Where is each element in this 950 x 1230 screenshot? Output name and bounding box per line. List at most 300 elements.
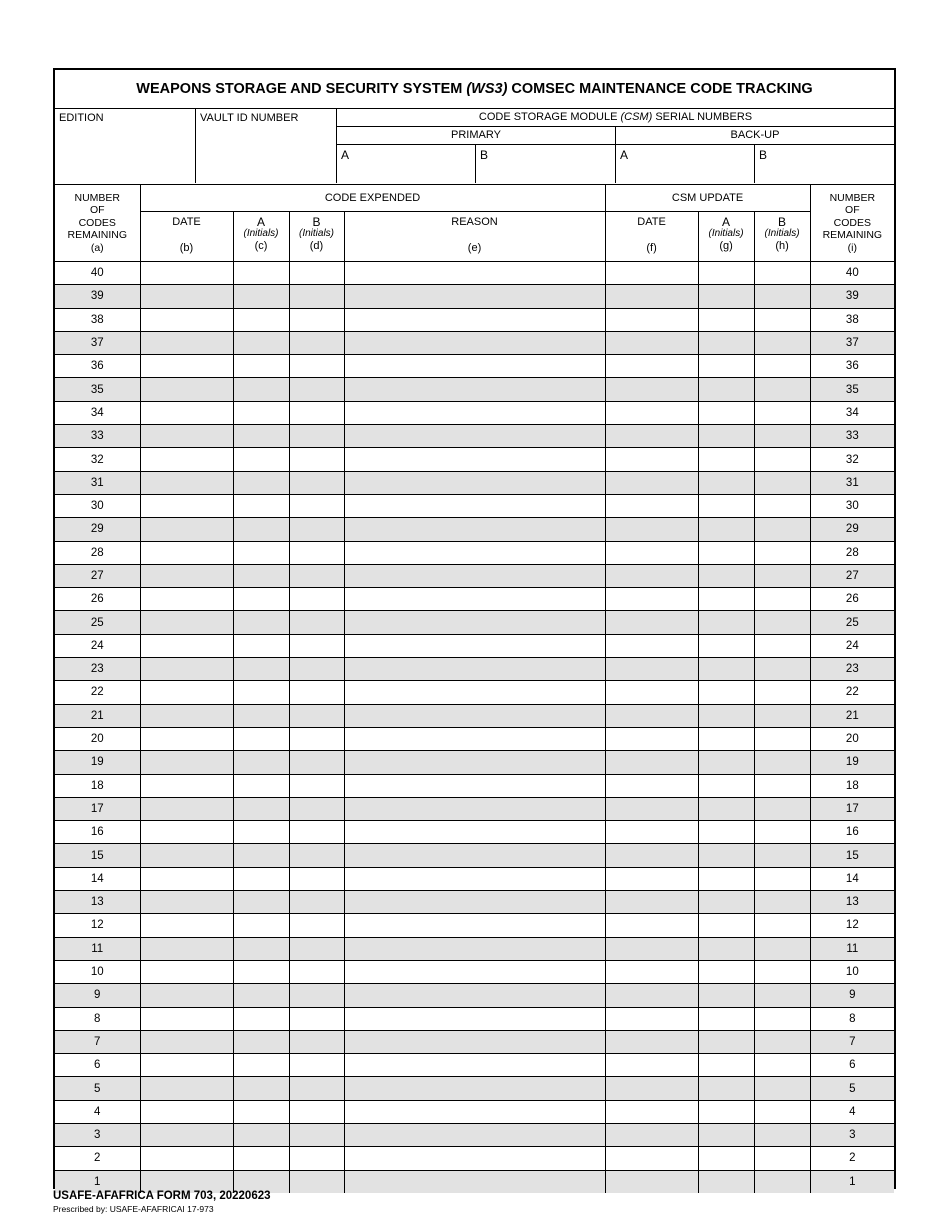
- update-date-cell[interactable]: [605, 1170, 698, 1193]
- expended-date-cell[interactable]: [140, 1123, 233, 1146]
- expended-date-cell[interactable]: [140, 914, 233, 937]
- update-a-cell[interactable]: [698, 308, 754, 331]
- update-b-cell[interactable]: [754, 1030, 810, 1053]
- update-b-cell[interactable]: [754, 937, 810, 960]
- reason-cell[interactable]: [344, 425, 605, 448]
- update-a-cell[interactable]: [698, 727, 754, 750]
- expended-a-cell[interactable]: [233, 914, 289, 937]
- update-a-cell[interactable]: [698, 1030, 754, 1053]
- update-b-cell[interactable]: [754, 681, 810, 704]
- update-date-cell[interactable]: [605, 821, 698, 844]
- update-a-cell[interactable]: [698, 1170, 754, 1193]
- reason-cell[interactable]: [344, 1030, 605, 1053]
- expended-b-cell[interactable]: [289, 891, 344, 914]
- codes-remaining-right: 16: [810, 821, 894, 844]
- update-a-cell[interactable]: [698, 401, 754, 424]
- update-a-cell[interactable]: [698, 844, 754, 867]
- reason-cell[interactable]: [344, 1007, 605, 1030]
- reason-cell[interactable]: [344, 1077, 605, 1100]
- reason-cell[interactable]: [344, 494, 605, 517]
- expended-b-cell[interactable]: [289, 681, 344, 704]
- update-b-cell[interactable]: [754, 821, 810, 844]
- expended-a-cell[interactable]: [233, 588, 289, 611]
- update-date-cell[interactable]: [605, 518, 698, 541]
- reason-cell[interactable]: [344, 891, 605, 914]
- expended-date-cell[interactable]: [140, 285, 233, 308]
- table-row: [55, 588, 894, 611]
- update-a-cell[interactable]: [698, 588, 754, 611]
- update-b-cell[interactable]: [754, 308, 810, 331]
- update-b-cell[interactable]: [754, 1007, 810, 1030]
- expended-a-cell[interactable]: [233, 727, 289, 750]
- reason-cell[interactable]: [344, 937, 605, 960]
- expended-date-cell[interactable]: [140, 960, 233, 983]
- expended-b-cell[interactable]: [289, 937, 344, 960]
- expended-a-cell[interactable]: [233, 891, 289, 914]
- expended-a-cell[interactable]: [233, 844, 289, 867]
- update-date-cell[interactable]: [605, 355, 698, 378]
- update-b-cell[interactable]: [754, 984, 810, 1007]
- reason-cell[interactable]: [344, 285, 605, 308]
- update-b-cell[interactable]: [754, 355, 810, 378]
- expended-date-cell[interactable]: [140, 774, 233, 797]
- table-row: [55, 1147, 894, 1170]
- reason-cell[interactable]: [344, 681, 605, 704]
- codes-remaining-left: 36: [55, 355, 140, 378]
- update-a-cell[interactable]: [698, 984, 754, 1007]
- update-date-cell[interactable]: [605, 262, 698, 285]
- update-date-cell[interactable]: [605, 658, 698, 681]
- update-a-cell[interactable]: [698, 471, 754, 494]
- table-row: [55, 285, 894, 308]
- update-date-cell[interactable]: [605, 564, 698, 587]
- update-b-cell[interactable]: [754, 1100, 810, 1123]
- update-date-cell[interactable]: [605, 401, 698, 424]
- update-b-cell[interactable]: [754, 541, 810, 564]
- update-date-cell[interactable]: [605, 960, 698, 983]
- expended-date-cell[interactable]: [140, 331, 233, 354]
- expended-b-cell[interactable]: [289, 1030, 344, 1053]
- expended-a-cell[interactable]: [233, 331, 289, 354]
- update-b-cell[interactable]: [754, 704, 810, 727]
- expended-b-cell[interactable]: [289, 1147, 344, 1170]
- expended-a-cell[interactable]: [233, 634, 289, 657]
- expended-a-header: [233, 212, 289, 262]
- update-date-cell[interactable]: [605, 494, 698, 517]
- edition-field[interactable]: [55, 109, 196, 183]
- reason-cell[interactable]: [344, 960, 605, 983]
- expended-date-cell[interactable]: [140, 401, 233, 424]
- reason-cell[interactable]: [344, 355, 605, 378]
- expended-date-cell[interactable]: [140, 658, 233, 681]
- update-a-cell[interactable]: [698, 797, 754, 820]
- expended-b-cell[interactable]: [289, 960, 344, 983]
- expended-a-cell[interactable]: [233, 658, 289, 681]
- update-date-cell[interactable]: [605, 425, 698, 448]
- expended-b-cell[interactable]: [289, 751, 344, 774]
- reason-cell[interactable]: [344, 331, 605, 354]
- expended-b-cell[interactable]: [289, 821, 344, 844]
- update-date-cell[interactable]: [605, 751, 698, 774]
- expended-a-cell[interactable]: [233, 611, 289, 634]
- expended-a-cell[interactable]: [233, 797, 289, 820]
- update-a-cell[interactable]: [698, 611, 754, 634]
- expended-date-cell[interactable]: [140, 471, 233, 494]
- update-date-cell[interactable]: [605, 984, 698, 1007]
- expended-date-cell[interactable]: [140, 518, 233, 541]
- update-b-cell[interactable]: [754, 891, 810, 914]
- expended-date-cell[interactable]: [140, 1054, 233, 1077]
- reason-cell[interactable]: [344, 611, 605, 634]
- update-date-cell[interactable]: [605, 1123, 698, 1146]
- update-date-cell[interactable]: [605, 681, 698, 704]
- expended-a-cell[interactable]: [233, 1030, 289, 1053]
- expended-b-cell[interactable]: [289, 658, 344, 681]
- expended-a-cell[interactable]: [233, 285, 289, 308]
- expended-date-cell[interactable]: [140, 378, 233, 401]
- update-a-cell[interactable]: [698, 704, 754, 727]
- update-date-cell[interactable]: [605, 448, 698, 471]
- reason-cell[interactable]: [344, 821, 605, 844]
- update-b-cell[interactable]: [754, 751, 810, 774]
- expended-b-cell[interactable]: [289, 867, 344, 890]
- expended-a-cell[interactable]: [233, 821, 289, 844]
- expended-a-cell[interactable]: [233, 1007, 289, 1030]
- reason-cell[interactable]: [344, 471, 605, 494]
- expended-a-cell[interactable]: [233, 378, 289, 401]
- table-row: [55, 867, 894, 890]
- update-b-cell[interactable]: [754, 844, 810, 867]
- expended-b-cell[interactable]: [289, 588, 344, 611]
- update-date-cell[interactable]: [605, 914, 698, 937]
- reason-cell[interactable]: [344, 308, 605, 331]
- update-a-cell[interactable]: [698, 262, 754, 285]
- reason-cell[interactable]: [344, 797, 605, 820]
- expended-a-cell[interactable]: [233, 984, 289, 1007]
- expended-a-cell[interactable]: [233, 564, 289, 587]
- codes-remaining-left: 6: [55, 1054, 140, 1077]
- expended-a-cell[interactable]: [233, 494, 289, 517]
- reason-cell[interactable]: [344, 984, 605, 1007]
- reason-cell[interactable]: [344, 1123, 605, 1146]
- expended-a-cell[interactable]: [233, 774, 289, 797]
- expended-a-cell[interactable]: [233, 751, 289, 774]
- expended-date-cell[interactable]: [140, 634, 233, 657]
- form-footer: [53, 1190, 271, 1214]
- update-b-cell[interactable]: [754, 494, 810, 517]
- update-a-cell[interactable]: [698, 378, 754, 401]
- update-date-cell[interactable]: [605, 1030, 698, 1053]
- update-a-cell[interactable]: [698, 518, 754, 541]
- expended-a-cell[interactable]: [233, 425, 289, 448]
- expended-date-cell[interactable]: [140, 611, 233, 634]
- update-b-cell[interactable]: [754, 1123, 810, 1146]
- update-b-cell[interactable]: [754, 611, 810, 634]
- update-b-cell[interactable]: [754, 588, 810, 611]
- expended-date-cell[interactable]: [140, 308, 233, 331]
- update-b-cell[interactable]: [754, 448, 810, 471]
- reason-cell[interactable]: [344, 1054, 605, 1077]
- expended-a-cell[interactable]: [233, 1147, 289, 1170]
- update-date-cell[interactable]: [605, 588, 698, 611]
- expended-date-cell[interactable]: [140, 1100, 233, 1123]
- expended-date-cell[interactable]: [140, 821, 233, 844]
- update-date-cell[interactable]: [605, 1077, 698, 1100]
- expended-date-cell[interactable]: [140, 1030, 233, 1053]
- reason-cell[interactable]: [344, 564, 605, 587]
- update-a-cell[interactable]: [698, 355, 754, 378]
- update-b-cell[interactable]: [754, 401, 810, 424]
- expended-b-cell[interactable]: [289, 1007, 344, 1030]
- expended-date-cell[interactable]: [140, 425, 233, 448]
- update-b-cell[interactable]: [754, 658, 810, 681]
- expended-a-cell[interactable]: [233, 308, 289, 331]
- update-b-cell[interactable]: [754, 914, 810, 937]
- expended-b-cell[interactable]: [289, 727, 344, 750]
- update-date-cell[interactable]: [605, 541, 698, 564]
- expended-date-cell[interactable]: [140, 1007, 233, 1030]
- expended-date-cell[interactable]: [140, 681, 233, 704]
- expended-date-cell[interactable]: [140, 262, 233, 285]
- update-a-cell[interactable]: [698, 634, 754, 657]
- update-a-cell[interactable]: [698, 1123, 754, 1146]
- expended-a-cell[interactable]: [233, 262, 289, 285]
- reason-cell[interactable]: [344, 1170, 605, 1193]
- expended-date-cell[interactable]: [140, 1147, 233, 1170]
- reason-cell[interactable]: [344, 588, 605, 611]
- expended-b-cell[interactable]: [289, 797, 344, 820]
- backup-a-field[interactable]: [616, 145, 755, 183]
- codes-remaining-left: 22: [55, 681, 140, 704]
- expended-b-cell[interactable]: [289, 471, 344, 494]
- reason-cell[interactable]: [344, 704, 605, 727]
- expended-b-cell[interactable]: [289, 611, 344, 634]
- reason-cell[interactable]: [344, 1147, 605, 1170]
- expended-a-cell[interactable]: [233, 448, 289, 471]
- update-a-cell[interactable]: [698, 425, 754, 448]
- expended-date-cell[interactable]: [140, 1077, 233, 1100]
- update-a-cell[interactable]: [698, 658, 754, 681]
- expended-b-cell[interactable]: [289, 285, 344, 308]
- expended-a-cell[interactable]: [233, 681, 289, 704]
- expended-date-cell[interactable]: [140, 891, 233, 914]
- expended-b-cell[interactable]: [289, 425, 344, 448]
- reason-cell[interactable]: [344, 401, 605, 424]
- expended-a-cell[interactable]: [233, 1123, 289, 1146]
- expended-date-cell[interactable]: [140, 494, 233, 517]
- expended-a-cell[interactable]: [233, 1100, 289, 1123]
- expended-b-cell[interactable]: [289, 1123, 344, 1146]
- update-a-cell[interactable]: [698, 1100, 754, 1123]
- update-b-cell[interactable]: [754, 425, 810, 448]
- update-a-cell[interactable]: [698, 914, 754, 937]
- update-b-cell[interactable]: [754, 518, 810, 541]
- reason-cell[interactable]: [344, 914, 605, 937]
- codes-remaining-right: 5: [810, 1077, 894, 1100]
- reason-cell[interactable]: [344, 378, 605, 401]
- update-date-cell[interactable]: [605, 1147, 698, 1170]
- update-a-cell[interactable]: [698, 1054, 754, 1077]
- update-b-cell[interactable]: [754, 774, 810, 797]
- expended-b-cell[interactable]: [289, 494, 344, 517]
- expended-date-cell[interactable]: [140, 448, 233, 471]
- update-b-cell[interactable]: [754, 564, 810, 587]
- update-b-cell[interactable]: [754, 797, 810, 820]
- expended-date-cell[interactable]: [140, 727, 233, 750]
- update-date-cell[interactable]: [605, 727, 698, 750]
- update-a-cell[interactable]: [698, 1147, 754, 1170]
- update-b-cell[interactable]: [754, 1077, 810, 1100]
- reason-cell[interactable]: [344, 844, 605, 867]
- expended-date-cell[interactable]: [140, 541, 233, 564]
- update-date-cell[interactable]: [605, 891, 698, 914]
- expended-date-cell[interactable]: [140, 867, 233, 890]
- update-a-cell[interactable]: [698, 541, 754, 564]
- expended-b-cell[interactable]: [289, 331, 344, 354]
- update-date-cell[interactable]: [605, 1100, 698, 1123]
- update-a-cell[interactable]: [698, 821, 754, 844]
- expended-date-cell[interactable]: [140, 984, 233, 1007]
- expended-b-cell[interactable]: [289, 308, 344, 331]
- expended-b-cell[interactable]: [289, 984, 344, 1007]
- update-b-cell[interactable]: [754, 1147, 810, 1170]
- update-date-cell[interactable]: [605, 471, 698, 494]
- reason-cell[interactable]: [344, 1100, 605, 1123]
- update-a-cell[interactable]: [698, 331, 754, 354]
- expended-b-cell[interactable]: [289, 914, 344, 937]
- reason-cell[interactable]: [344, 774, 605, 797]
- update-date-cell[interactable]: [605, 844, 698, 867]
- reason-cell[interactable]: [344, 448, 605, 471]
- reason-cell[interactable]: [344, 262, 605, 285]
- vault-id-field[interactable]: [196, 109, 337, 183]
- expended-date-cell[interactable]: [140, 704, 233, 727]
- expended-b-cell[interactable]: [289, 541, 344, 564]
- expended-date-cell[interactable]: [140, 937, 233, 960]
- expended-a-cell[interactable]: [233, 867, 289, 890]
- expended-b-cell[interactable]: [289, 518, 344, 541]
- update-a-cell[interactable]: [698, 1077, 754, 1100]
- update-date-cell[interactable]: [605, 1054, 698, 1077]
- expended-a-cell[interactable]: [233, 1054, 289, 1077]
- update-a-cell[interactable]: [698, 774, 754, 797]
- update-a-cell[interactable]: [698, 1007, 754, 1030]
- expended-date-cell[interactable]: [140, 564, 233, 587]
- update-a-cell[interactable]: [698, 494, 754, 517]
- expended-a-cell[interactable]: [233, 355, 289, 378]
- reason-cell[interactable]: [344, 751, 605, 774]
- expended-b-cell[interactable]: [289, 355, 344, 378]
- update-date-cell[interactable]: [605, 704, 698, 727]
- expended-b-cell[interactable]: [289, 1077, 344, 1100]
- update-a-cell[interactable]: [698, 681, 754, 704]
- expended-a-cell[interactable]: [233, 541, 289, 564]
- update-b-cell[interactable]: [754, 285, 810, 308]
- csm-update-header: CSM UPDATE: [605, 185, 810, 212]
- expended-a-cell[interactable]: [233, 1077, 289, 1100]
- expended-b-cell[interactable]: [289, 1100, 344, 1123]
- reason-cell[interactable]: [344, 634, 605, 657]
- update-date-cell[interactable]: [605, 308, 698, 331]
- update-a-cell[interactable]: [698, 285, 754, 308]
- update-b-cell[interactable]: [754, 331, 810, 354]
- update-a-cell[interactable]: [698, 960, 754, 983]
- update-date-cell[interactable]: [605, 611, 698, 634]
- update-b-cell[interactable]: [754, 471, 810, 494]
- expended-b-cell[interactable]: [289, 704, 344, 727]
- expended-a-cell[interactable]: [233, 471, 289, 494]
- expended-b-cell[interactable]: [289, 378, 344, 401]
- backup-b-field[interactable]: [755, 145, 894, 183]
- expended-date-cell[interactable]: [140, 751, 233, 774]
- expended-b-cell[interactable]: [289, 844, 344, 867]
- update-date-cell[interactable]: [605, 797, 698, 820]
- expended-a-cell[interactable]: [233, 704, 289, 727]
- reason-cell[interactable]: [344, 518, 605, 541]
- expended-b-cell[interactable]: [289, 1054, 344, 1077]
- reason-cell[interactable]: [344, 727, 605, 750]
- update-date-cell[interactable]: [605, 378, 698, 401]
- update-b-cell[interactable]: [754, 960, 810, 983]
- update-b-cell[interactable]: [754, 262, 810, 285]
- update-a-cell[interactable]: [698, 937, 754, 960]
- expended-a-cell[interactable]: [233, 937, 289, 960]
- codes-remaining-left: 40: [55, 262, 140, 285]
- update-date-cell[interactable]: [605, 1007, 698, 1030]
- expended-b-cell[interactable]: [289, 401, 344, 424]
- expended-a-cell[interactable]: [233, 518, 289, 541]
- expended-date-cell[interactable]: [140, 797, 233, 820]
- update-a-cell[interactable]: [698, 448, 754, 471]
- reason-cell[interactable]: [344, 867, 605, 890]
- update-a-cell[interactable]: [698, 751, 754, 774]
- expended-date-cell[interactable]: [140, 355, 233, 378]
- table-row: [55, 494, 894, 517]
- reason-cell[interactable]: [344, 541, 605, 564]
- update-date-cell[interactable]: [605, 331, 698, 354]
- expended-b-cell[interactable]: [289, 634, 344, 657]
- update-b-cell[interactable]: [754, 634, 810, 657]
- expended-b-cell[interactable]: [289, 774, 344, 797]
- update-date-cell[interactable]: [605, 634, 698, 657]
- table-row: [55, 518, 894, 541]
- expended-b-cell[interactable]: [289, 448, 344, 471]
- update-b-cell[interactable]: [754, 867, 810, 890]
- expended-a-cell[interactable]: [233, 960, 289, 983]
- update-a-cell[interactable]: [698, 867, 754, 890]
- primary-b-field[interactable]: [476, 145, 616, 183]
- codes-remaining-right: 7: [810, 1030, 894, 1053]
- expended-b-cell[interactable]: [289, 1170, 344, 1193]
- expended-date-cell[interactable]: [140, 588, 233, 611]
- update-b-cell[interactable]: [754, 1054, 810, 1077]
- expended-b-cell[interactable]: [289, 262, 344, 285]
- reason-cell[interactable]: [344, 658, 605, 681]
- expended-b-cell[interactable]: [289, 564, 344, 587]
- update-date-cell[interactable]: [605, 937, 698, 960]
- update-a-cell[interactable]: [698, 564, 754, 587]
- update-date-cell[interactable]: [605, 867, 698, 890]
- update-date-cell[interactable]: [605, 285, 698, 308]
- primary-a-field[interactable]: [337, 145, 476, 183]
- update-b-cell[interactable]: [754, 378, 810, 401]
- update-a-cell[interactable]: [698, 891, 754, 914]
- update-date-cell[interactable]: [605, 774, 698, 797]
- expended-a-cell[interactable]: [233, 401, 289, 424]
- update-b-cell[interactable]: [754, 727, 810, 750]
- update-b-cell[interactable]: [754, 1170, 810, 1193]
- expended-date-cell[interactable]: [140, 844, 233, 867]
